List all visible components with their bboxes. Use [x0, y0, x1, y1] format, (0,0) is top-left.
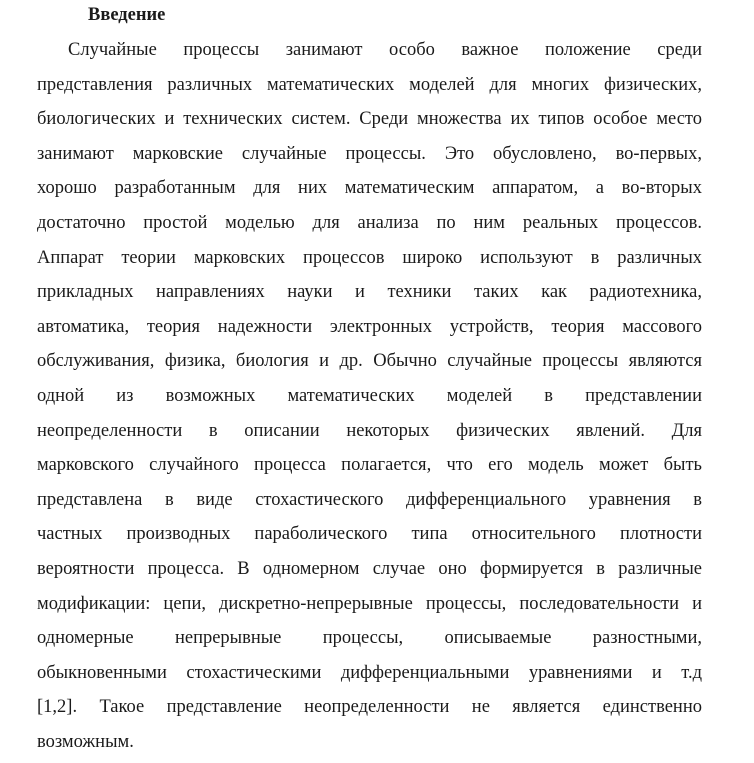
section-heading: Введение: [88, 5, 166, 25]
paragraph: [37, 37, 702, 763]
paragraph-line: модификации: цепи, дискретно-непрерывные процессы, последовательности и: [37, 593, 702, 614]
paragraph-line: биологических и технических систем. Среди множества их типов особое место: [37, 109, 702, 130]
paragraph-line: автоматика, теория надежности электронных устройств, теория массового: [37, 316, 702, 337]
paragraph-line: Случайные процессы занимают особо важное положение среди: [68, 40, 702, 60]
paragraph-line: достаточно простой моделью для анализа по ним реальных процессов.: [37, 212, 702, 233]
paragraph-line: марковского случайного процесса полагается, что его модель может быть: [37, 455, 702, 476]
paragraph-line: представления различных математических моделей для многих физических,: [37, 74, 702, 95]
paragraph-line: вероятности процесса. В одномерном случае оно формируется в различные: [37, 558, 702, 579]
paragraph-line: занимают марковские случайные процессы. Это обусловлено, во-первых,: [37, 143, 702, 164]
paragraph-line: представлена в виде стохастического дифференциального уравнения в: [37, 489, 702, 510]
paragraph-line: [1,2]. Такое представление неопределенности не является единственно: [37, 697, 702, 718]
paragraph-line: прикладных направлениях науки и техники таких как радиотехника,: [37, 282, 702, 303]
paragraph-line: неопределенности в описании некоторых физических явлений. Для: [37, 420, 702, 441]
paragraph-line: одномерные непрерывные процессы, описываемые разностными,: [37, 628, 702, 649]
paragraph-line: хорошо разработанным для них математическим аппаратом, а во-вторых: [37, 178, 702, 199]
paragraph-line: обыкновенными стохастическими дифференциальными уравнениями и т.д: [37, 662, 702, 683]
paragraph-line: обслуживания, физика, биология и др. Обычно случайные процессы являются: [37, 351, 702, 372]
paragraph-line: Аппарат теории марковских процессов широко используют в различных: [37, 247, 702, 268]
paragraph-line: частных производных параболического типа относительного плотности: [37, 524, 702, 545]
paragraph-line: возможным.: [37, 731, 134, 752]
paragraph-line: одной из возможных математических моделей в представлении: [37, 385, 702, 406]
